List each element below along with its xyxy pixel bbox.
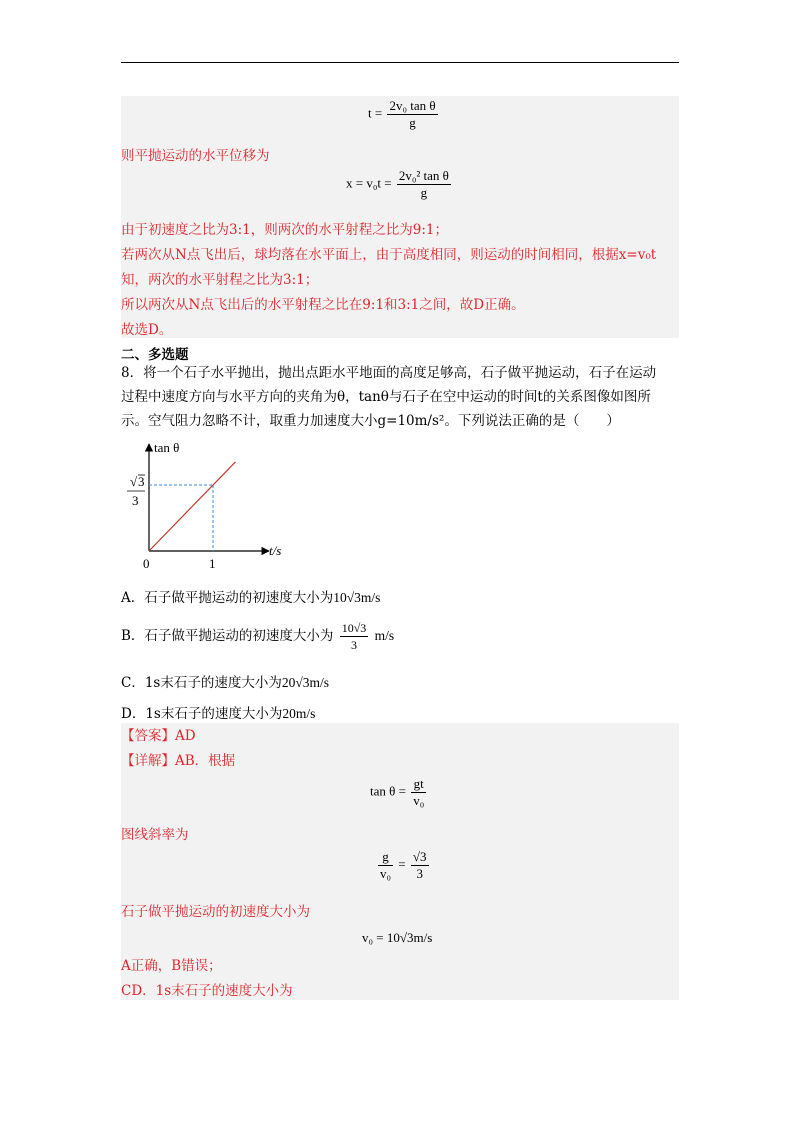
- answer-label: 【答案】AD: [121, 728, 196, 744]
- solution-text: A正确，B错误；: [121, 958, 222, 974]
- question-8: 8．将一个石子水平抛出，抛出点距水平地面的高度足够高，石子做平抛运动，石子在运动 过程中速度方向与水平方向的夹角为θ，tanθ与石子在空中运动的时间t的关系图像如图所 示。空气阻力忽略不计，取重力加速度大小g=10m/s²。下列说法正确的是（ ）: [121, 365, 657, 429]
- solution-text: 若两次从N点飞出后，球均落在水平面上，由于高度相同，则运动的时间相同，根据x=v₀t: [121, 247, 657, 263]
- option-a: A．石子做平抛运动的初速度大小为10√3m/s: [121, 590, 381, 606]
- x-tick-0: 0: [143, 556, 150, 571]
- x-axis-label: t/s: [269, 543, 282, 558]
- equation-t: t = $\frac{\text{2v₀ tan θ}}{g}$: [368, 98, 436, 130]
- y-axis-label: tan θ: [154, 440, 180, 455]
- equation-x: x = v₀t = $\frac{\text{2v₀² tan θ}}{g}$: [346, 168, 449, 200]
- solution-text: 所以两次从N点飞出后的水平射程之比在9:1和3:1之间，故D正确。: [121, 297, 525, 313]
- svg-text:√: √: [130, 474, 138, 489]
- option-b: B．石子做平抛运动的初速度大小为 $\frac{10√3}{3}$ m/s: [121, 621, 395, 652]
- header-rule: [121, 62, 679, 63]
- tan-theta-vs-t-chart: [121, 438, 301, 578]
- svg-text:3: 3: [138, 474, 145, 489]
- detail-label: 【详解】AB．根据: [121, 753, 236, 769]
- series-line: [149, 462, 235, 551]
- solution-text: 由于初速度之比为3:1，则两次的水平射程之比为9:1；: [121, 222, 448, 238]
- solution-text: 则平抛运动的水平位移为: [121, 148, 270, 164]
- equation-tan: tan θ = $\frac{gt}{\text{v₀}}$: [370, 776, 425, 808]
- y-tick-label: [127, 474, 145, 508]
- section-heading: 二、多选题: [121, 347, 189, 363]
- option-c: C．1s末石子的速度大小为20√3m/s: [121, 675, 330, 691]
- option-d: D．1s末石子的速度大小为20m/s: [121, 706, 316, 722]
- solution-text: 知，两次的水平射程之比为3:1；: [121, 272, 319, 288]
- svg-text:3: 3: [132, 493, 139, 508]
- equation-slope: $\frac{g}{\text{v₀}}$ = $\frac{√3}{3}$: [380, 849, 427, 881]
- x-tick-1: 1: [209, 556, 216, 571]
- equation-v0: v₀ = 10√3m/s: [362, 930, 433, 945]
- solution-text: 石子做平抛运动的初速度大小为: [121, 904, 310, 920]
- solution-text: CD．1s末石子的速度大小为: [121, 983, 293, 999]
- solution-text: 图线斜率为: [121, 827, 189, 843]
- solution-text: 故选D。: [121, 322, 173, 338]
